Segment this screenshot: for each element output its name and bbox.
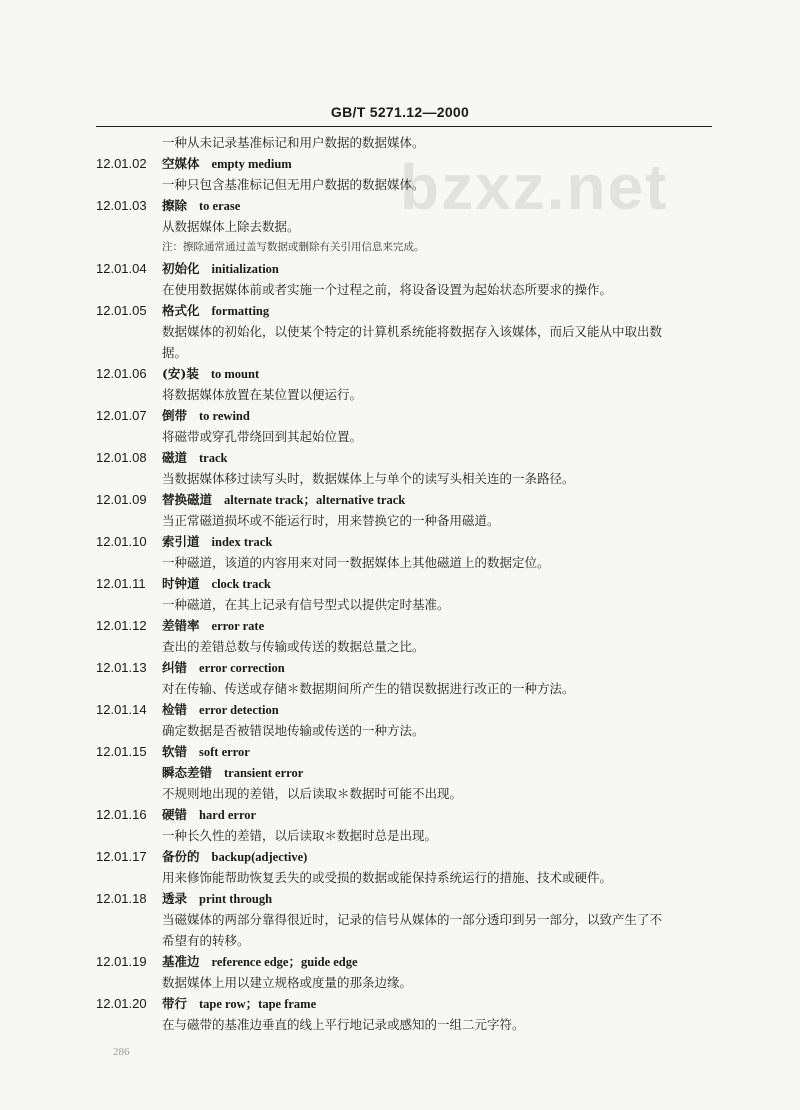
term-english: to mount: [210, 367, 260, 381]
definition-text: 希望有的转移。: [162, 933, 250, 948]
definition-line: [0, 783, 800, 804]
term-heading: [162, 531, 272, 553]
definition-text: 一种只包含基准标记但无用户数据的数据媒体。: [162, 177, 425, 192]
definition-line: [0, 216, 800, 237]
page-header-title: GB/T 5271.12—2000: [330, 104, 470, 120]
definition-line: [0, 174, 800, 195]
definition-text: 一种从未记录基准标记和用户数据的数据媒体。: [162, 135, 425, 150]
term-chinese: 替换磁道: [162, 492, 213, 507]
term-chinese: 软错: [162, 744, 188, 759]
term-heading: [162, 153, 292, 175]
term-heading: [162, 657, 285, 679]
term-number: 12.01.18: [96, 891, 147, 906]
definition-line: [0, 636, 800, 657]
term-chinese: 倒带: [162, 408, 188, 423]
term-list: [0, 132, 800, 1035]
definition-text: 在与磁带的基准边垂直的线上平行地记录或感知的一组二元字符。: [162, 1017, 525, 1032]
definition-line: [0, 972, 800, 993]
term-entry: [0, 300, 800, 321]
definition-text: 查出的差错总数与传输或传送的数据总量之比。: [162, 639, 425, 654]
term-heading: [162, 993, 316, 1015]
term-entry: [0, 804, 800, 825]
term-entry: [0, 258, 800, 279]
term-entry: [0, 531, 800, 552]
definition-text: 当正常磁道损坏或不能运行时，用来替换它的一种备用磁道。: [162, 513, 500, 528]
term-heading: [162, 615, 264, 637]
term-chinese: 基准边: [162, 954, 200, 969]
term-chinese: 磁道: [162, 450, 188, 465]
term-entry: [0, 846, 800, 867]
definition-line: [0, 426, 800, 447]
term-number: 12.01.14: [96, 702, 147, 717]
definition-line: [0, 510, 800, 531]
term-heading: [162, 300, 269, 322]
term-heading: [162, 405, 250, 427]
term-english: error detection: [199, 703, 279, 717]
term-number: 12.01.15: [96, 744, 147, 759]
definition-line: [0, 552, 800, 573]
term-heading: [162, 573, 271, 595]
term-english: to erase: [199, 199, 241, 213]
term-entry: [0, 762, 800, 783]
term-chinese: 检错: [162, 702, 188, 717]
term-chinese: (安)装: [162, 366, 199, 381]
term-chinese: 时钟道: [162, 576, 200, 591]
term-english: initialization: [211, 262, 279, 276]
term-english: transient error: [224, 766, 304, 780]
term-entry: [0, 447, 800, 468]
term-english: clock track: [211, 577, 271, 591]
definition-line: [0, 678, 800, 699]
definition-line: [0, 594, 800, 615]
definition-text: 用来修饰能帮助恢复丢失的或受损的数据或能保持系统运行的措施、技术或硬件。: [162, 870, 613, 885]
term-heading: [162, 447, 227, 469]
term-heading: [162, 804, 256, 826]
term-heading: [162, 195, 240, 217]
definition-line: [0, 321, 800, 342]
term-entry: [0, 153, 800, 174]
term-number: 12.01.05: [96, 303, 147, 318]
term-heading: [162, 741, 250, 763]
term-number: 12.01.06: [96, 366, 147, 381]
term-entry: [0, 741, 800, 762]
definition-text: 一种磁道，该道的内容用来对同一数据媒体上其他磁道上的数据定位。: [162, 555, 550, 570]
term-entry: [0, 615, 800, 636]
term-english: formatting: [211, 304, 270, 318]
page-number: 286: [113, 1046, 130, 1058]
definition-text: 据。: [162, 345, 188, 360]
term-english: to rewind: [199, 409, 250, 423]
term-chinese: 初始化: [162, 261, 200, 276]
term-number: 12.01.08: [96, 450, 147, 465]
term-chinese: 索引道: [162, 534, 200, 549]
term-entry: [0, 363, 800, 384]
term-english: alternate track；alternative track: [224, 493, 406, 507]
term-chinese: 透录: [162, 891, 188, 906]
definition-text: 一种长久性的差错，以后读取＊数据时总是出现。: [162, 828, 438, 843]
term-chinese: 差错率: [162, 618, 200, 633]
definition-line: [0, 342, 800, 363]
term-entry: [0, 993, 800, 1014]
definition-text: 当数据媒体移过读写头时，数据媒体上与单个的读写头相关连的一条路径。: [162, 471, 575, 486]
definition-line: [0, 867, 800, 888]
term-heading: [162, 489, 405, 511]
term-heading: [162, 762, 303, 784]
definition-text: 确定数据是否被错误地传输或传送的一种方法。: [162, 723, 425, 738]
term-chinese: 带行: [162, 996, 188, 1011]
term-number: 12.01.17: [96, 849, 147, 864]
definition-text: 将数据媒体放置在某位置以便运行。: [162, 387, 363, 402]
definition-line: [0, 132, 800, 153]
definition-line: [0, 720, 800, 741]
term-number: 12.01.12: [96, 618, 147, 633]
term-entry: [0, 489, 800, 510]
term-heading: [162, 258, 279, 280]
term-number: 12.01.09: [96, 492, 147, 507]
term-heading: [162, 363, 259, 385]
definition-line: [0, 825, 800, 846]
definition-text: 将磁带或穿孔带绕回到其起始位置。: [162, 429, 363, 444]
definition-text: 当磁媒体的两部分靠得很近时，记录的信号从媒体的一部分透印到另一部分，以致产生了不: [162, 912, 663, 927]
term-heading: [162, 888, 272, 910]
definition-text: 从数据媒体上除去数据。: [162, 219, 300, 234]
definition-line: [0, 930, 800, 951]
term-english: error rate: [211, 619, 265, 633]
term-english: track: [199, 451, 228, 465]
term-entry: [0, 405, 800, 426]
definition-line: [0, 279, 800, 300]
note-text: 注：擦除通常通过盖写数据或删除有关引用信息来完成。: [162, 241, 425, 253]
definition-text: 数据媒体上用以建立规格或度量的那条边缘。: [162, 975, 413, 990]
term-entry: [0, 573, 800, 594]
term-english: backup(adjective): [211, 850, 308, 864]
term-number: 12.01.11: [96, 576, 146, 591]
term-english: print through: [199, 892, 273, 906]
term-heading: [162, 699, 279, 721]
term-english: empty medium: [211, 157, 292, 171]
definition-line: [0, 384, 800, 405]
term-entry: [0, 888, 800, 909]
term-entry: [0, 699, 800, 720]
term-chinese: 纠错: [162, 660, 188, 675]
term-english: tape row；tape frame: [199, 997, 317, 1011]
definition-text: 一种磁道，在其上记录有信号型式以提供定时基准。: [162, 597, 450, 612]
definition-line: [0, 909, 800, 930]
definition-text: 不规则地出现的差错，以后读取＊数据时可能不出现。: [162, 786, 463, 801]
term-heading: [162, 951, 358, 973]
term-number: 12.01.07: [96, 408, 147, 423]
definition-line: [0, 1014, 800, 1035]
term-chinese: 瞬态差错: [162, 765, 213, 780]
term-number: 12.01.04: [96, 261, 147, 276]
term-number: 12.01.02: [96, 156, 147, 171]
term-english: hard error: [199, 808, 257, 822]
term-number: 12.01.10: [96, 534, 147, 549]
term-english: error correction: [199, 661, 285, 675]
term-chinese: 格式化: [162, 303, 200, 318]
term-english: soft error: [199, 745, 250, 759]
term-number: 12.01.16: [96, 807, 147, 822]
term-entry: [0, 195, 800, 216]
term-number: 12.01.19: [96, 954, 147, 969]
definition-text: 在使用数据媒体前或者实施一个过程之前，将设备设置为起始状态所要求的操作。: [162, 282, 613, 297]
term-english: reference edge；guide edge: [211, 955, 358, 969]
term-entry: [0, 951, 800, 972]
header-rule: [96, 126, 712, 127]
term-number: 12.01.13: [96, 660, 147, 675]
term-entry: [0, 657, 800, 678]
term-heading: [162, 846, 307, 868]
term-number: 12.01.20: [96, 996, 147, 1011]
term-number: 12.01.03: [96, 198, 147, 213]
term-chinese: 擦除: [162, 198, 188, 213]
definition-line: [0, 468, 800, 489]
term-chinese: 硬错: [162, 807, 188, 822]
term-english: index track: [211, 535, 273, 549]
term-chinese: 备份的: [162, 849, 200, 864]
term-chinese: 空媒体: [162, 156, 200, 171]
definition-text: 对在传输、传送或存储＊数据期间所产生的错误数据进行改正的一种方法。: [162, 681, 575, 696]
definition-text: 数据媒体的初始化，以使某个特定的计算机系统能将数据存入该媒体，而后又能从中取出数: [162, 324, 663, 339]
note-line: [0, 237, 800, 258]
watermark: bzxz.net: [400, 151, 669, 223]
